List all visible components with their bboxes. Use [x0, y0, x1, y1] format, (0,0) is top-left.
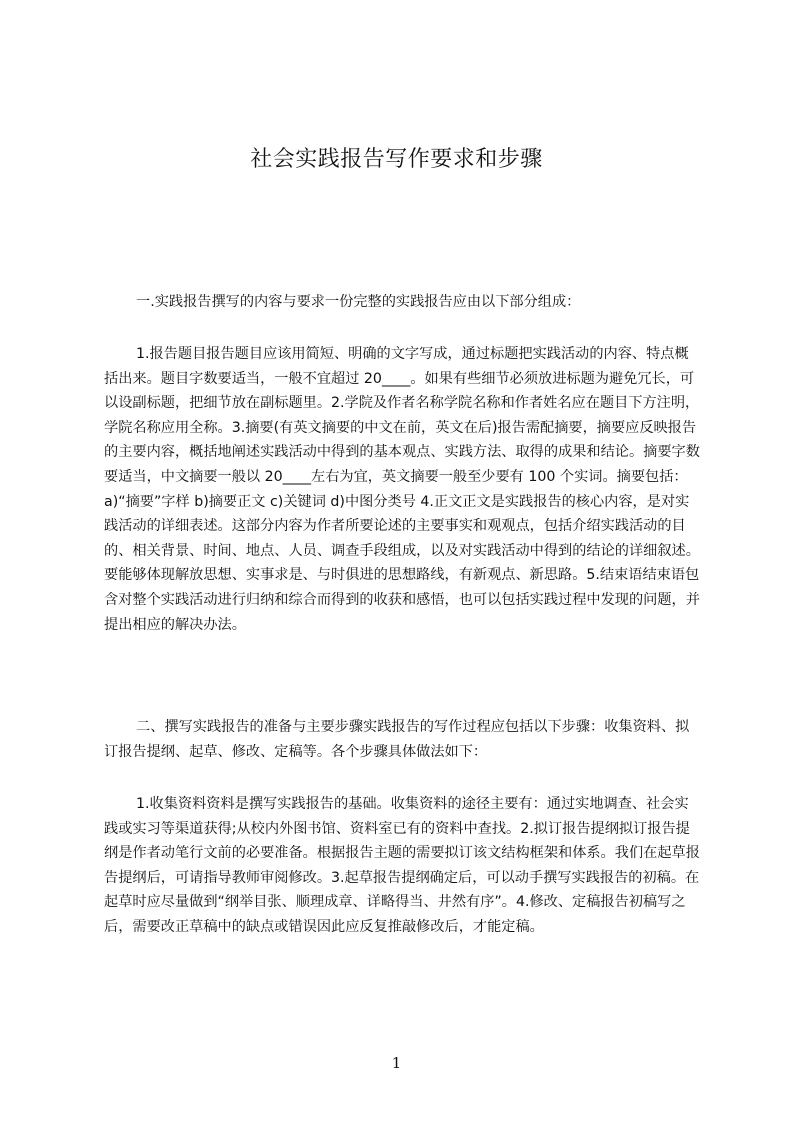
- paragraph-report-components: 1.报告题目报告题目应该用简短、明确的文字写成，通过标题把实践活动的内容、特点概括出来。题目字数要适当，一般不宜超过 20____。如果有些细节必须放进标题为避免冗长，可以设副标题，把细节放在副标题里。2.学院及作者名称学院名称和作者姓名应在题目下方注明，学院名称应用全称。3.摘要(有英文摘要的中文在前，英文在后)报告需配摘要，摘要应反映报告的主要内容，概括地阐述实践活动中得到的基本观点、实践方法、取得的成果和结论。摘要字数要适当，中文摘要一般以 20____左右为宜，英文摘要一般至少要有 100 个实词。摘要包括：a)“摘要”字样 b)摘要正文 c)关键词 d)中图分类号 4.正文正文是实践报告的核心内容，是对实践活动的详细表述。这部分内容为作者所要论述的主要事实和观观点，包括介绍实践活动的目的、相关背景、时间、地点、人员、调查手段组成，以及对实践活动中得到的结论的详细叙述。要能够体现解放思想、实事求是、与时俱进的思想路线，有新观点、新思路。5.结束语结束语包含对整个实践活动进行归纳和综合而得到的收获和感悟，也可以包括实践过程中发现的问题，并提出相应的解决办法。: [104, 346, 700, 633]
- page-number: 1: [391, 1054, 402, 1072]
- paragraph-section-one-heading: 一.实践报告撰写的内容与要求一份完整的实践报告应由以下部分组成：: [136, 294, 581, 310]
- paragraph-section-two-heading: 二、撰写实践报告的准备与主要步骤实践报告的写作过程应包括以下步骤：收集资料、拟订报告提纲、起草、修改、定稿等。各个步骤具体做法如下：: [104, 719, 690, 760]
- document-title: 社会实践报告写作要求和步骤: [250, 147, 543, 172]
- paragraph-writing-steps: 1.收集资料资料是撰写实践报告的基础。收集资料的途径主要有：通过实地调查、社会实践或实习等渠道获得;从校内外图书馆、资料室已有的资料中查找。2.拟订报告提纲拟订报告提纲是作者动笔行文前的必要准备。根据报告主题的需要拟订该文结构框架和体系。我们在起草报告提纲后，可请指导教师审阅修改。3.起草报告提纲确定后，可以动手撰写实践报告的初稿。在起草时应尽量做到“纲举目张、顺理成章、详略得当、井然有序”。4.修改、定稿报告初稿写之后，需要改正草稿中的缺点或错误因此应反复推敲修改后，才能定稿。: [104, 796, 700, 935]
